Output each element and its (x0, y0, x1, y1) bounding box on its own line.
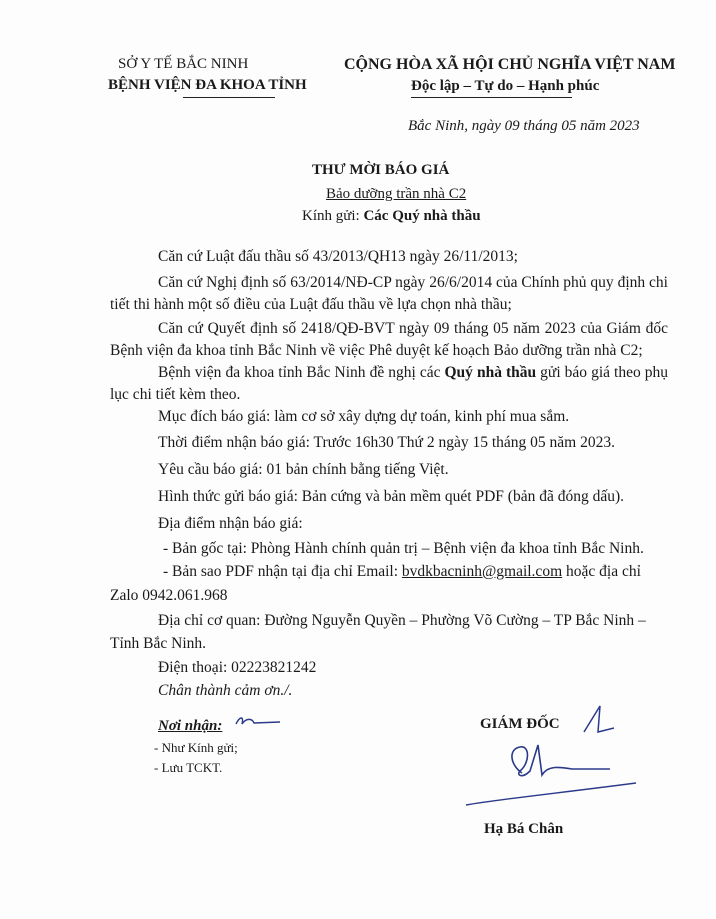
quote-requirement: Yêu cầu báo giá: 01 bản chính bằng tiếng Việt. (158, 461, 449, 478)
quote-deadline: Thời điểm nhận báo giá: Trước 16h30 Thứ 2 ngày 15 tháng 05 năm 2023. (158, 434, 615, 451)
date-line: Bắc Ninh, ngày 09 tháng 05 năm 2023 (408, 118, 640, 134)
handwritten-signature (460, 735, 640, 815)
quote-original-location: - Bản gốc tại: Phòng Hành chính quản trị – Bệnh viện đa khoa tỉnh Bắc Ninh. (163, 540, 644, 557)
request-contractors: Quý nhà thầu (444, 364, 537, 381)
quote-location-label: Địa điểm nhận báo giá: (158, 515, 303, 532)
signer-name: Hạ Bá Chân (484, 821, 564, 837)
email-link[interactable]: bvdkbacninh@gmail.com (401, 563, 563, 580)
department-name: SỞ Y TẾ BẮC NINH (118, 56, 249, 72)
national-title: CỘNG HÒA XÃ HỘI CHỦ NGHĨA VIỆT NAM (344, 56, 676, 73)
hospital-name-underline (183, 97, 275, 98)
paragraph-decision: Căn cứ Quyết định số 2418/QĐ-BVT ngày 09 tháng 05 năm 2023 của Giám đốc Bệnh viện đa khoa tỉnh Bắc Ninh về việc Phê duyệt kế hoạch Bảo dưỡng trần nhà C2; (110, 320, 668, 359)
greeting (302, 208, 481, 225)
motto-underline (411, 97, 572, 98)
initials-mark (232, 712, 292, 732)
address-line-1: Địa chỉ cơ quan: Đường Nguyễn Quyền – Phường Võ Cường – TP Bắc Ninh – (158, 612, 646, 629)
recipient-1: - Như Kính gửi; (154, 740, 238, 755)
greeting-recipients: Các Quý nhà thầu (363, 208, 481, 224)
document-title: THƯ MỜI BÁO GIÁ (312, 162, 450, 178)
address-line-2: Tỉnh Bắc Ninh. (110, 635, 206, 652)
recipients-label: Nơi nhận: (158, 718, 223, 734)
document-subject: Bảo dưỡng trần nhà C2 (326, 186, 467, 202)
thanks-line: Chân thành cảm ơn./. (158, 682, 293, 699)
copy-pre: - Bản sao PDF nhận tại địa chỉ Email: (163, 563, 402, 580)
national-motto: Độc lập – Tự do – Hạnh phúc (411, 78, 600, 94)
copy-post: hoặc địa chỉ (562, 563, 641, 580)
quote-copy-location (163, 563, 641, 581)
signer-position: GIÁM ĐỐC (480, 716, 560, 732)
phone-number: Điện thoại: 02223821242 (158, 659, 317, 676)
greeting-prefix: Kính gửi: (302, 208, 364, 224)
paragraph-request (110, 362, 668, 406)
paragraph-decree: Căn cứ Nghị định số 63/2014/NĐ-CP ngày 26/6/2014 của Chính phủ quy định chi tiết thi hành một số điều của Luật đấu thầu về lựa chọn nhà thầu; (110, 274, 668, 313)
hospital-name: BỆNH VIỆN ĐA KHOA TỈNH (108, 77, 307, 93)
quote-purpose: Mục đích báo giá: làm cơ sở xây dựng dự toán, kinh phí mua sắm. (158, 408, 570, 425)
request-post: gửi báo giá theo phụ lục chi tiết kèm theo. (110, 364, 668, 403)
quote-method: Hình thức gửi báo giá: Bản cứng và bản mềm quét PDF (bản đã đóng dấu). (158, 488, 624, 505)
recipient-2: - Lưu TCKT. (154, 760, 223, 775)
request-pre: Bệnh viện đa khoa tỉnh Bắc Ninh đề nghị các (158, 364, 445, 381)
paragraph-law: Căn cứ Luật đấu thầu số 43/2013/QH13 ngày 26/11/2013; (158, 248, 518, 265)
zalo-contact: Zalo 0942.061.968 (110, 587, 228, 604)
